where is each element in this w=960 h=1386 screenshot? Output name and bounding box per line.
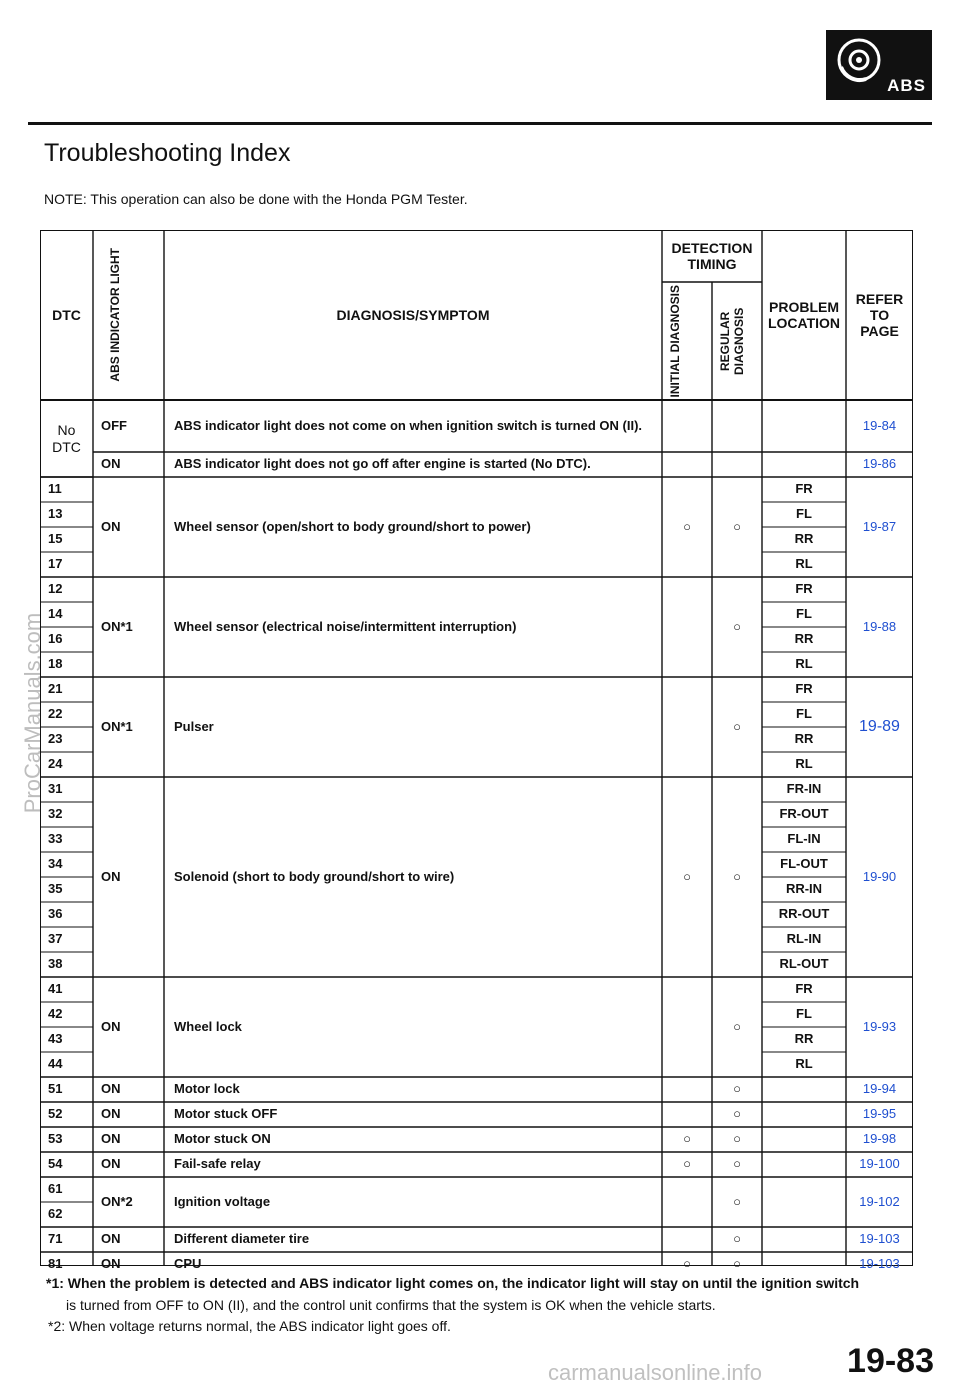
symptom-cell: CPU bbox=[174, 1256, 202, 1272]
problem-location-cell: RL bbox=[795, 656, 813, 672]
regular-diagnosis-mark: ○ bbox=[733, 1156, 741, 1172]
initial-diagnosis-mark: ○ bbox=[683, 1131, 691, 1147]
indicator-light-cell: ON bbox=[101, 1156, 121, 1172]
dtc-cell: 12 bbox=[48, 581, 63, 597]
dtc-cell: 51 bbox=[48, 1081, 63, 1097]
symptom-cell: Ignition voltage bbox=[174, 1193, 271, 1209]
dtc-cell: 53 bbox=[48, 1131, 63, 1147]
header-detection-timing: DETECTION TIMING bbox=[671, 239, 753, 272]
symptom-cell: ABS indicator light does not come on when ignition switch is turned ON (II). bbox=[174, 417, 643, 433]
header-regular bbox=[712, 282, 762, 400]
regular-diagnosis-mark: ○ bbox=[733, 618, 741, 634]
indicator-light-cell: ON bbox=[101, 1106, 121, 1122]
header-abs-light bbox=[93, 230, 164, 400]
symptom-cell: Wheel sensor (open/short to body ground/short to power) bbox=[174, 518, 531, 534]
dtc-cell: 21 bbox=[48, 681, 63, 697]
refer-page-link[interactable]: 19-103 bbox=[859, 1256, 900, 1272]
dtc-cell: 52 bbox=[48, 1106, 63, 1122]
problem-location-cell: FL bbox=[796, 1006, 812, 1022]
problem-location-cell: RL bbox=[795, 1056, 813, 1072]
dtc-cell: No DTC bbox=[52, 422, 81, 455]
dtc-cell: 62 bbox=[48, 1206, 63, 1222]
refer-page-link[interactable]: 19-87 bbox=[862, 518, 897, 534]
indicator-light-cell: ON*1 bbox=[101, 718, 133, 734]
dtc-cell: 33 bbox=[48, 831, 63, 847]
dtc-cell: 32 bbox=[48, 806, 63, 822]
refer-page-link[interactable]: 19-93 bbox=[862, 1018, 897, 1034]
symptom-cell: Motor lock bbox=[174, 1081, 240, 1097]
problem-location-cell: RR bbox=[794, 531, 814, 547]
refer-page-link[interactable]: 19-90 bbox=[862, 868, 897, 884]
symptom-cell: Wheel lock bbox=[174, 1018, 242, 1034]
refer-page-link[interactable]: 19-89 bbox=[859, 717, 900, 735]
indicator-light-cell: ON*1 bbox=[101, 618, 133, 634]
problem-location-cell: RL-IN bbox=[786, 931, 822, 947]
header-refer-to-page: REFER TO PAGE bbox=[855, 290, 904, 340]
dtc-cell: 36 bbox=[48, 906, 63, 922]
header-initial-text: INITIAL DIAGNOSIS bbox=[668, 284, 682, 398]
indicator-light-cell: ON bbox=[101, 1081, 121, 1097]
dtc-cell: 43 bbox=[48, 1031, 63, 1047]
refer-page-link[interactable]: 19-98 bbox=[862, 1131, 897, 1147]
header-initial bbox=[662, 282, 712, 400]
dtc-cell: 13 bbox=[48, 506, 63, 522]
header-abs-light-text: ABS INDICATOR LIGHT bbox=[107, 248, 122, 382]
dtc-cell: 61 bbox=[48, 1181, 63, 1197]
symptom-cell: Motor stuck ON bbox=[174, 1131, 271, 1147]
abs-logo-text: ABS bbox=[887, 76, 926, 95]
watermark bbox=[18, 570, 45, 850]
dtc-cell: 35 bbox=[48, 881, 63, 897]
symptom-cell: ABS indicator light does not go off after engine is started (No DTC). bbox=[174, 456, 591, 472]
indicator-light-cell: OFF bbox=[101, 417, 127, 433]
dtc-cell: 22 bbox=[48, 706, 63, 722]
indicator-light-cell: ON bbox=[101, 1018, 121, 1034]
problem-location-cell: FR bbox=[795, 581, 813, 597]
dtc-cell: 54 bbox=[48, 1156, 63, 1172]
problem-location-cell: RR-IN bbox=[785, 881, 823, 897]
header-regular-text: REGULAR DIAGNOSIS bbox=[718, 307, 746, 375]
indicator-light-cell: ON*2 bbox=[101, 1193, 133, 1209]
note-text: NOTE: This operation can also be done with the Honda PGM Tester. bbox=[44, 191, 468, 207]
initial-diagnosis-mark: ○ bbox=[683, 518, 691, 534]
problem-location-cell: RR bbox=[794, 731, 814, 747]
dtc-cell: 24 bbox=[48, 756, 63, 772]
dtc-cell: 34 bbox=[48, 856, 63, 872]
site-watermark: carmanualsonline.info bbox=[548, 1360, 763, 1385]
regular-diagnosis-mark: ○ bbox=[733, 1081, 741, 1097]
problem-location-cell: FL-OUT bbox=[780, 856, 828, 872]
indicator-light-cell: ON bbox=[101, 1256, 121, 1272]
regular-diagnosis-mark: ○ bbox=[733, 518, 741, 534]
dtc-cell: 11 bbox=[48, 481, 62, 497]
refer-page-link[interactable]: 19-95 bbox=[862, 1106, 897, 1122]
header-diagnosis: DIAGNOSIS/SYMPTOM bbox=[336, 306, 490, 323]
symptom-cell: Motor stuck OFF bbox=[174, 1106, 278, 1122]
initial-diagnosis-mark: ○ bbox=[683, 1156, 691, 1172]
footnote-1-line1: *1: When the problem is detected and ABS indicator light comes on, the indicator light will stay on until the ignition switch bbox=[46, 1275, 860, 1291]
dtc-cell: 17 bbox=[48, 556, 63, 572]
problem-location-cell: RR-OUT bbox=[778, 906, 830, 922]
dtc-cell: 18 bbox=[48, 656, 63, 672]
dtc-cell: 44 bbox=[48, 1056, 63, 1072]
regular-diagnosis-mark: ○ bbox=[733, 1193, 741, 1209]
problem-location-cell: FL bbox=[796, 706, 812, 722]
refer-page-link[interactable]: 19-103 bbox=[859, 1231, 900, 1247]
dtc-cell: 16 bbox=[48, 631, 63, 647]
dtc-cell: 14 bbox=[48, 606, 63, 622]
problem-location-cell: RL bbox=[795, 756, 813, 772]
regular-diagnosis-mark: ○ bbox=[733, 1231, 741, 1247]
page-title: Troubleshooting Index bbox=[44, 139, 291, 167]
symptom-cell: Solenoid (short to body ground/short to wire) bbox=[174, 868, 455, 884]
brake-disc-icon bbox=[836, 37, 882, 83]
indicator-light-cell: ON bbox=[101, 868, 121, 884]
symptom-cell: Different diameter tire bbox=[174, 1231, 310, 1247]
regular-diagnosis-mark: ○ bbox=[733, 1256, 741, 1272]
problem-location-cell: RL bbox=[795, 556, 813, 572]
dtc-cell: 71 bbox=[48, 1231, 63, 1247]
problem-location-cell: FR-IN bbox=[786, 781, 822, 797]
refer-page-link[interactable]: 19-88 bbox=[862, 618, 897, 634]
problem-location-cell: FL-IN bbox=[787, 831, 821, 847]
problem-location-cell: RR bbox=[794, 1031, 814, 1047]
dtc-cell: 37 bbox=[48, 931, 63, 947]
dtc-cell: 42 bbox=[48, 1006, 63, 1022]
symptom-cell: Fail-safe relay bbox=[174, 1156, 261, 1172]
indicator-light-cell: ON bbox=[101, 1231, 121, 1247]
regular-diagnosis-mark: ○ bbox=[733, 868, 741, 884]
indicator-light-cell: ON bbox=[101, 456, 121, 472]
regular-diagnosis-mark: ○ bbox=[733, 718, 741, 734]
header-dtc: DTC bbox=[52, 306, 81, 323]
refer-page-link[interactable]: 19-94 bbox=[862, 1081, 897, 1097]
troubleshooting-table bbox=[40, 230, 913, 1272]
dtc-cell: 23 bbox=[48, 731, 63, 747]
indicator-light-cell: ON bbox=[101, 518, 121, 534]
header-rule bbox=[28, 122, 932, 125]
indicator-light-cell: ON bbox=[101, 1131, 121, 1147]
symptom-cell: Pulser bbox=[174, 718, 214, 734]
dtc-cell: 15 bbox=[48, 531, 63, 547]
symptom-cell: Wheel sensor (electrical noise/intermittent interruption) bbox=[174, 618, 517, 634]
problem-location-cell: FR bbox=[795, 981, 813, 997]
problem-location-cell: FL bbox=[796, 506, 812, 522]
watermark-text: ProCarManuals.com bbox=[20, 612, 45, 814]
initial-diagnosis-mark: ○ bbox=[683, 868, 691, 884]
problem-location-cell: FR bbox=[795, 681, 813, 697]
refer-page-link[interactable]: 19-84 bbox=[862, 417, 897, 433]
page-number: 19-83 bbox=[847, 1342, 934, 1380]
regular-diagnosis-mark: ○ bbox=[733, 1131, 741, 1147]
refer-page-link[interactable]: 19-86 bbox=[862, 456, 897, 472]
problem-location-cell: RL-OUT bbox=[779, 956, 829, 972]
header-problem-location: PROBLEM LOCATION bbox=[767, 298, 841, 331]
problem-location-cell: FR-OUT bbox=[779, 806, 829, 822]
problem-location-cell: RR bbox=[794, 631, 814, 647]
refer-page-link[interactable]: 19-100 bbox=[859, 1156, 900, 1172]
problem-location-cell: FL bbox=[796, 606, 812, 622]
footnote-2: *2: When voltage returns normal, the ABS indicator light goes off. bbox=[48, 1318, 451, 1334]
dtc-cell: 31 bbox=[48, 781, 63, 797]
dtc-cell: 41 bbox=[48, 981, 63, 997]
dtc-cell: 38 bbox=[48, 956, 63, 972]
initial-diagnosis-mark: ○ bbox=[683, 1256, 691, 1272]
refer-page-link[interactable]: 19-102 bbox=[859, 1193, 900, 1209]
dtc-cell: 81 bbox=[48, 1256, 63, 1272]
regular-diagnosis-mark: ○ bbox=[733, 1106, 741, 1122]
problem-location-cell: FR bbox=[795, 481, 813, 497]
footnote-1-line2: is turned from OFF to ON (II), and the control unit confirms that the system is OK when the vehicle starts. bbox=[66, 1297, 716, 1313]
regular-diagnosis-mark: ○ bbox=[733, 1018, 741, 1034]
abs-logo bbox=[826, 30, 932, 100]
